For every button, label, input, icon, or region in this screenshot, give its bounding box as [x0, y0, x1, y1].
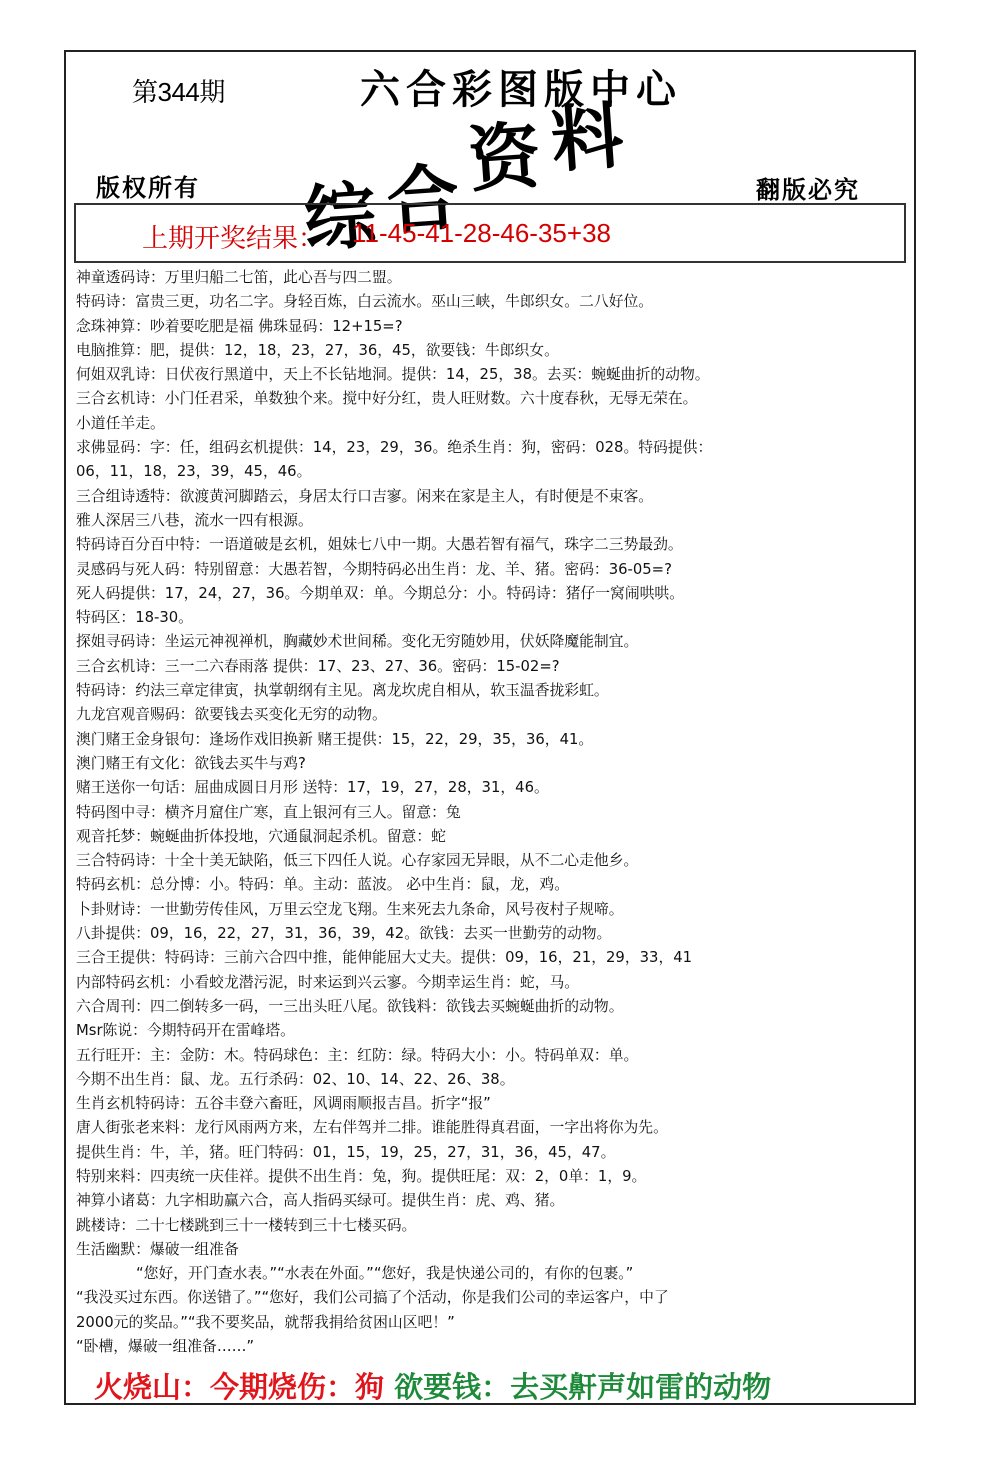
content-line: 电脑推算：肥，提供：12，18，23，27，36，45，欲要钱：牛郎织女。	[76, 341, 559, 359]
publisher-title: 六合彩图版中心	[360, 66, 682, 113]
content-line: 三合玄机诗：小门任君采，单数独个来。搅中好分红，贵人旺财数。六十度春秋，无辱无荣在。	[76, 390, 698, 408]
content-lines	[76, 266, 912, 1359]
content-line: “我没买过东西。你送错了。”“您好，我们公司搞了个活动，你是我们公司的幸运客户，中了	[76, 1289, 669, 1307]
content-line: 特码诗：富贵三更，功名二字。身轻百炼，白云流水。巫山三峡，牛郎织女。二八好位。	[76, 293, 654, 311]
content-line: 灵感码与死人码：特别留意：大愚若智，今期特码必出生肖：龙、羊、猪。密码：36-05=?	[76, 560, 672, 578]
content-line: 三合特码诗：十全十美无缺陷，低三下四任人说。心存家园无异眼，从不二心走他乡。	[76, 852, 639, 870]
content-line: 特别来料：四夷统一庆佳祥。提供不出生肖：兔，狗。提供旺尾：双：2，0单：1，9。	[76, 1167, 647, 1185]
content-line: 三合王提供：特码诗：三前六合四中推，能伸能屈大丈夫。提供：09，16，21，29，33，41	[76, 949, 693, 967]
content-line: 唐人街张老来料：龙行风雨两方来，左右伴驾并二排。谁能胜得真君面，一字出将你为先。	[76, 1119, 668, 1137]
piracy-warning-tag: 翻版必究	[756, 175, 860, 204]
content-line: 五行旺开：主：金防：木。特码球色：主：红防：绿。特码大小：小。特码单双：单。	[76, 1046, 639, 1064]
content-line: 澳门赌王金身银句：逢场作戏旧换新 赌王提供：15，22，29，35，36，41。	[76, 730, 594, 748]
content-line: 06，11，18，23，39，45，46。	[76, 463, 312, 481]
content-line: 特码区：18-30。	[76, 609, 193, 627]
issue-number: 第344期	[132, 77, 225, 107]
content-line: 神算小诸葛：九字相助赢六合，高人指码买绿可。提供生肖：虎、鸡、猪。	[76, 1192, 565, 1210]
content-line: 特码诗百分百中特：一语道破是玄机，姐妹七八中一期。大愚若智有福气，珠字二三势最劲。	[76, 536, 683, 554]
content-line: 九龙宫观音赐码：欲要钱去买变化无穷的动物。	[76, 706, 387, 724]
content-line: “您好，开门查水表。”“水表在外面。”“您好，我是快递公司的，有你的包裹。”	[136, 1265, 634, 1283]
content-line: 2000元的奖品。”“我不要奖品，就帮我捐给贫困山区吧！”	[76, 1313, 455, 1331]
main-title-char: 资	[465, 111, 556, 203]
footer-red-text: 火烧山：今期烧伤：狗	[94, 1370, 385, 1404]
content-line: 六合周刊：四二倒转多一码，一三出头旺八尾。欲钱料：欲钱去买蜿蜒曲折的动物。	[76, 997, 624, 1015]
content-line: 提供生肖：牛，羊，猪。旺门特码：01，15，19，25，27，31，36，45，47。	[76, 1143, 616, 1161]
content-line: 求佛显码：字：任，组码玄机提供：14，23，29，36。绝杀生肖：狗，密码：028。特码提供：	[76, 439, 713, 457]
content-line: 三合玄机诗：三一二六春雨落 提供：17、23、27、36。密码：15-02=?	[76, 657, 560, 675]
content-line: 澳门赌王有文化：欲钱去买牛与鸡?	[76, 754, 306, 772]
main-title-char: 合	[384, 153, 474, 244]
content-line: 雅人深居三八巷，流水一四有根源。	[76, 511, 313, 529]
last-result-box	[74, 203, 906, 263]
content-line: 念珠神算：吵着要吃肥是福 佛珠显码：12+15=?	[76, 317, 403, 335]
content-line: 内部特码玄机：小看蛟龙潜污泥，时来运到兴云寥。今期幸运生肖：蛇，马。	[76, 973, 580, 991]
last-result-numbers: 11-45-41-28-46-35+38	[352, 218, 611, 248]
content-line: 生活幽默：爆破一组准备	[76, 1240, 239, 1258]
copyright-tag: 版权所有	[96, 173, 200, 202]
content-line: 生肖玄机特码诗：五谷丰登六畜旺，风调雨顺报吉昌。折字“报”	[76, 1095, 491, 1113]
content-line: 八卦提供：09，16，22，27，31，36，39，42。欲钱：去买一世勤劳的动物。	[76, 925, 612, 943]
content-line: 三合组诗透特：欲渡黄河脚踏云，身居太行口吉寥。闲来在家是主人，有时便是不束客。	[76, 487, 654, 505]
content-line: 今期不出生肖：鼠、龙。五行杀码：02、10、14、22、26、38。	[76, 1070, 515, 1088]
main-title-char: 综	[301, 171, 391, 262]
content-line: 何姐双乳诗：日伏夜行黑道中，天上不长钻地洞。提供：14，25，38。去买：蜿蜒曲折的动物。	[76, 366, 710, 384]
content-line: 探姐寻码诗：坐运元神视禅机，胸藏妙术世间稀。变化无穷随妙用，伏妖降魔能制宜。	[76, 633, 639, 651]
content-line: Msr陈说：今期特码开在雷峰塔。	[76, 1022, 295, 1040]
content-line: 卜卦财诗：一世勤劳传佳风，万里云空龙飞翔。生来死去九条命，风号夜村子规啼。	[76, 900, 624, 918]
content-line: 特码图中寻：横齐月窟住广寒，直上银河有三人。留意：兔	[76, 803, 461, 821]
content-line: 神童透码诗：万里归船二七笛，此心吾与四二盟。	[76, 269, 402, 286]
main-title-char: 料	[548, 91, 639, 183]
footer-banner	[94, 1365, 771, 1406]
content-line: 赌王送你一句话：屈曲成圆日月形 送特：17，19，27，28，31，46。	[76, 779, 549, 797]
content-line: “卧槽，爆破一组准备……”	[76, 1338, 255, 1356]
content-line: 死人码提供：17，24，27，36。今期单双：单。今期总分：小。特码诗：猪仔一窝闹哄哄。	[76, 584, 685, 602]
content-line: 特码玄机：总分博：小。特码：单。主动：蓝波。 必中生肖：鼠，龙，鸡。	[76, 876, 570, 894]
content-line: 小道任羊走。	[76, 414, 165, 432]
last-result-label: 上期开奖结果：	[142, 224, 325, 254]
footer-green-text: 欲要钱：去买鼾声如雷的动物	[394, 1370, 772, 1404]
content-line: 跳楼诗：二十七楼跳到三十一楼转到三十七楼买码。	[76, 1216, 417, 1234]
content-line: 特码诗：约法三章定律寅，执掌朝纲有主见。离龙坎虎自相从，软玉温香拢彩虹。	[76, 682, 609, 700]
content-line: 观音托梦：蜿蜒曲折体投地，穴通鼠洞起杀机。留意：蛇	[76, 827, 446, 845]
